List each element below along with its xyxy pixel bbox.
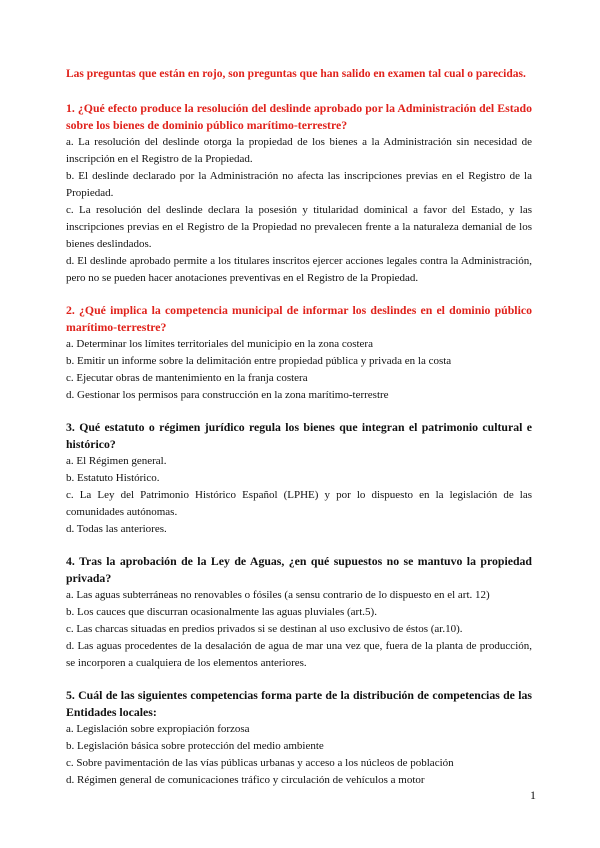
question-title: 2. ¿Qué implica la competencia municipal de informar los deslindes en el dominio público marítimo-terrestre?: [66, 303, 532, 334]
question-title: 5. Cuál de las siguientes competencias forma parte de la distribución de competencias de las Entidades locales:: [66, 688, 532, 719]
answer-option: a. Las aguas subterráneas no renovables o fósiles (a sensu contrario de lo dispuesto en el art. 12): [66, 589, 490, 601]
page-number: 1: [530, 788, 536, 802]
answer-option: b. Estatuto Histórico.: [66, 472, 160, 484]
answer-option: d. Gestionar los permisos para construcción en la zona marítimo-terrestre: [66, 389, 389, 401]
intro-note: Las preguntas que están en rojo, son preguntas que han salido en examen tal cual o parecidas.: [66, 68, 526, 80]
answer-option: a. La resolución del deslinde otorga la propiedad de los bienes a la Administración sin necesidad de inscripción en el Registro de la Propiedad.: [66, 136, 532, 165]
answer-option: d. Régimen general de comunicaciones tráfico y circulación de vehículos a motor: [66, 774, 425, 786]
answer-option: d. Las aguas procedentes de la desalación de agua de mar una vez que, fuera de la planta de producción, se incorporen a cualquiera de los elementos anteriores.: [66, 640, 532, 669]
question-2: [66, 302, 532, 404]
answer-option: c. Ejecutar obras de mantenimiento en la franja costera: [66, 372, 308, 384]
question-4: [66, 553, 532, 672]
answer-option: a. El Régimen general.: [66, 455, 167, 467]
answer-option: c. Sobre pavimentación de las vías públicas urbanas y acceso a los núcleos de población: [66, 757, 454, 769]
question-5: [66, 687, 532, 789]
answer-option: a. Legislación sobre expropiación forzosa: [66, 723, 250, 735]
answer-option: b. Legislación básica sobre protección del medio ambiente: [66, 740, 324, 752]
question-title: 4. Tras la aprobación de la Ley de Aguas, ¿en qué supuestos no se mantuvo la propiedad privada?: [66, 554, 532, 585]
answer-option: b. Los cauces que discurran ocasionalmente las aguas pluviales (art.5).: [66, 606, 377, 618]
answer-option: c. La Ley del Patrimonio Histórico Español (LPHE) y por lo dispuesto en la legislación de las comunidades autónomas.: [66, 489, 532, 518]
question-title: 1. ¿Qué efecto produce la resolución del deslinde aprobado por la Administración del Estado sobre los bienes de dominio público marítimo-terrestre?: [66, 101, 532, 132]
answer-option: b. Emitir un informe sobre la delimitación entre propiedad pública y privada en la costa: [66, 355, 452, 367]
answer-option: d. El deslinde aprobado permite a los titulares inscritos ejercer acciones legales contra la Administración, pero no se pueden hacer anotaciones preventivas en el Registro de la Propiedad.: [66, 255, 532, 284]
question-1: [66, 100, 532, 287]
answer-option: a. Determinar los límites territoriales del municipio en la zona costera: [66, 338, 373, 350]
answer-option: c. La resolución del deslinde declara la posesión y titularidad dominical a favor del Estado, y las inscripciones previas en el Registro de la Propiedad no prevalecen frente a la naturaleza demanial de los bienes deslindados.: [66, 204, 532, 250]
question-3: [66, 419, 532, 538]
answer-option: b. El deslinde declarado por la Administración no afecta las inscripciones previas en el Registro de la Propiedad.: [66, 170, 532, 199]
question-title: 3. Qué estatuto o régimen jurídico regula los bienes que integran el patrimonio cultural e histórico?: [66, 420, 532, 451]
document-page: [66, 66, 532, 804]
answer-option: d. Todas las anteriores.: [66, 523, 167, 535]
answer-option: c. Las charcas situadas en predios privados si se destinan al uso exclusivo de éstos (ar.10).: [66, 623, 463, 635]
